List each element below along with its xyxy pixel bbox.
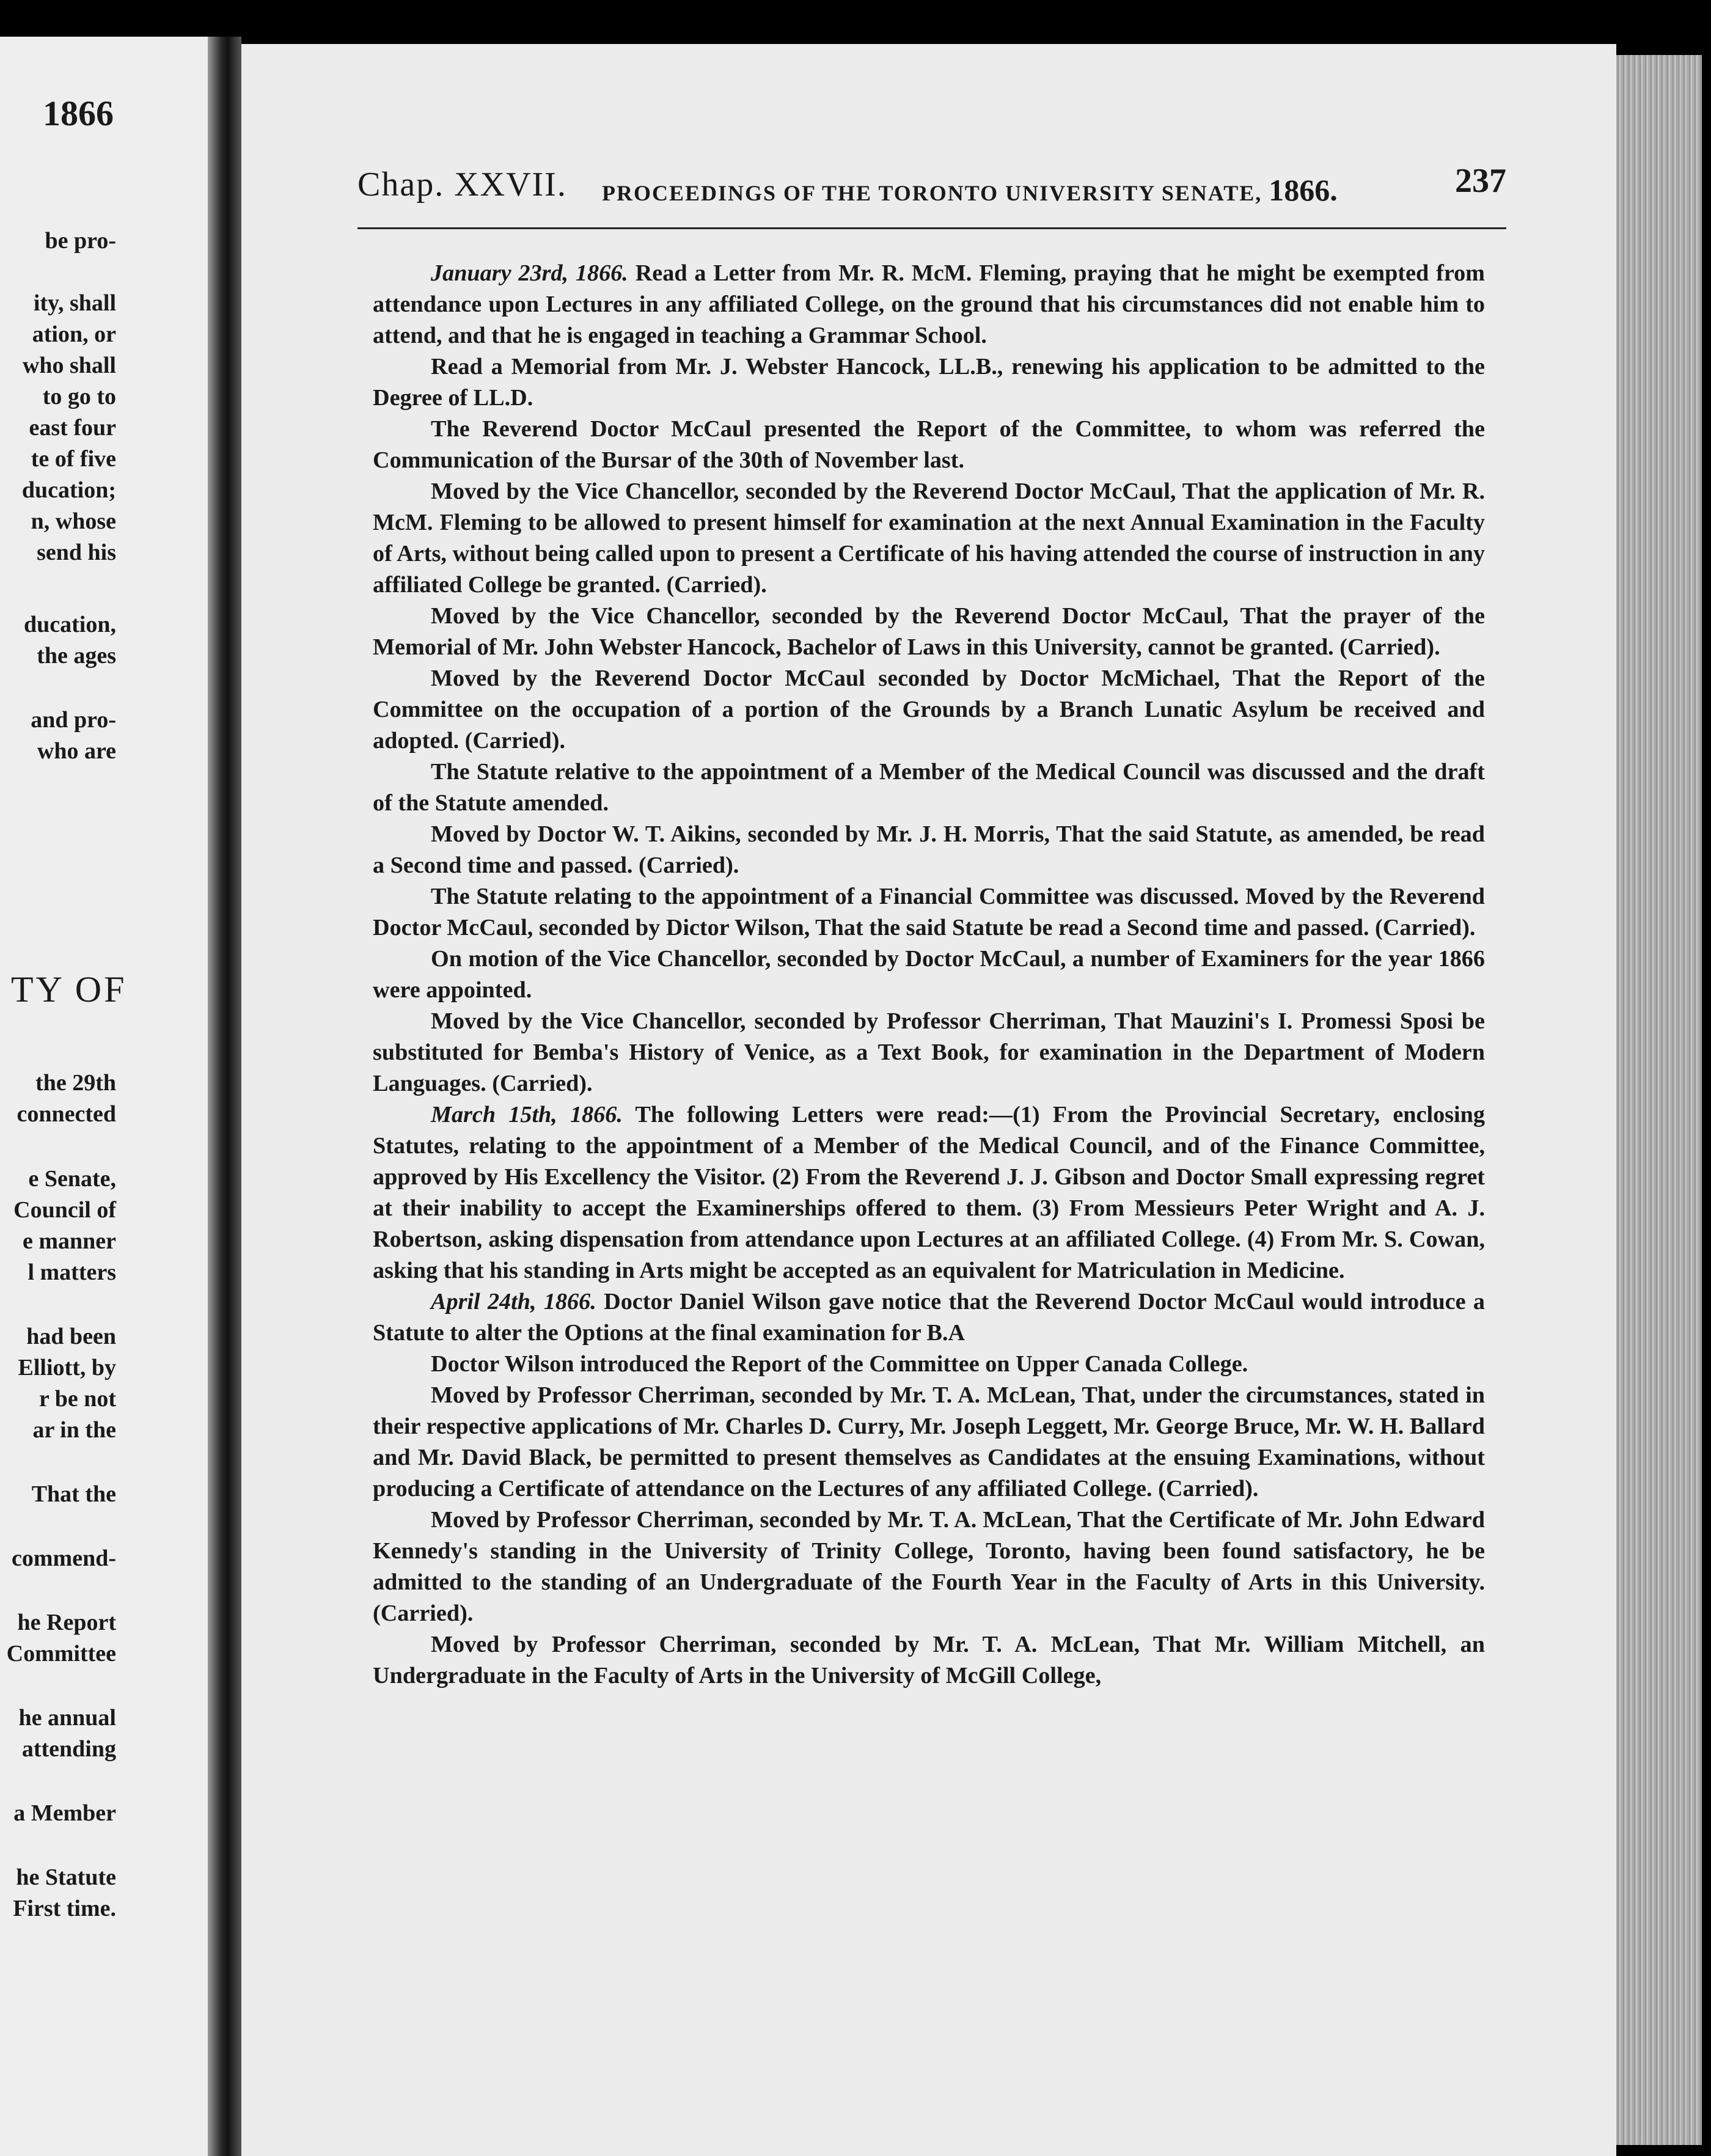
left-text-fragment: Council of: [13, 1197, 116, 1223]
paragraph-text: The Statute relative to the appointment of a Member of the Medical Council was discussed and the draft of the Statute amended.: [373, 759, 1485, 816]
paragraph-text: Moved by the Vice Chancellor, seconded by the Reverend Doctor McCaul, That the prayer of the Memorial of Mr. John Webster Hancock, Bachelor of Laws in this University, cannot be granted. (Carried).: [373, 603, 1485, 660]
left-text-fragment: connected: [16, 1101, 116, 1127]
paragraph: [373, 1380, 1485, 1505]
left-text-fragment: ducation,: [24, 612, 116, 637]
left-text-fragment: to go to: [42, 384, 116, 409]
left-facing-page: [0, 37, 208, 2156]
paragraph: [373, 1505, 1485, 1629]
paragraph: [373, 1349, 1485, 1380]
paragraph-text: Read a Letter from Mr. R. McM. Fleming, praying that he might be exempted from attendance upon Lectures in any affiliated College, on the ground that his circumstances did not enable him to attend, and that he is engaged in teaching a Grammar School.: [373, 260, 1485, 348]
paragraph-text: Moved by the Vice Chancellor, seconded by the Reverend Doctor McCaul, That the application of Mr. R. McM. Fleming to be allowed to present himself for examination at the next Annual Examination in the Faculty of Arts, without being called upon to present a Certificate of his having attended the course of instruction in any affiliated College be granted. (Carried).: [373, 479, 1485, 598]
left-text-fragment: e Senate,: [28, 1166, 116, 1192]
left-text-fragment: commend-: [12, 1546, 116, 1571]
book-gutter: [208, 37, 241, 2156]
main-page: [241, 44, 1616, 2156]
left-text-fragment: east four: [29, 415, 116, 441]
paragraph: [373, 258, 1485, 351]
header-rule: [357, 227, 1506, 229]
left-text-fragment: he Statute: [16, 1865, 116, 1890]
page-edges: [1616, 55, 1702, 2145]
paragraph-text: The Statute relating to the appointment of a Financial Committee was discussed. Moved by the Reverend Doctor McCaul, seconded by Dictor Wilson, That the said Statute be read a Second time and passed. (Carried).: [373, 884, 1485, 941]
left-text-fragment: ation, or: [32, 321, 116, 347]
left-text-fragment: ar in the: [32, 1417, 116, 1443]
left-heading-fragment: TY OF: [11, 969, 127, 1010]
chapter-label: Chap. XXVII.: [357, 166, 567, 204]
left-text-fragment: l matters: [27, 1260, 116, 1285]
entry-date: March 15th, 1866.: [431, 1102, 623, 1128]
running-header: [357, 154, 1506, 209]
left-text-fragment: Committee: [6, 1641, 116, 1667]
body-text: [373, 258, 1485, 1692]
paragraph: [373, 663, 1485, 757]
entry-date: January 23rd, 1866.: [431, 260, 628, 286]
left-text-fragment: send his: [37, 540, 116, 565]
paragraph-text: Moved by Professor Cherriman, seconded by Mr. T. A. McLean, That the Certificate of Mr. John Edward Kennedy's standing in the University of Trinity College, Toronto, having been found satisfactory, he be admitted to the standing of an Undergraduate of the Fourth Year in the Faculty of Arts in this University. (Carried).: [373, 1507, 1485, 1626]
paragraph: [373, 351, 1485, 414]
paragraph: [373, 819, 1485, 881]
left-text-fragment: ity, shall: [33, 290, 116, 316]
left-text-fragment: e manner: [22, 1228, 116, 1254]
left-text-fragment: First time.: [13, 1896, 116, 1921]
left-text-fragment: who are: [37, 738, 116, 764]
left-text-fragment: he annual: [18, 1705, 116, 1731]
page-number: 237: [1455, 162, 1506, 200]
paragraph: [373, 944, 1485, 1006]
paragraph: [373, 601, 1485, 663]
paragraph-text: Doctor Daniel Wilson gave notice that the Reverend Doctor McCaul would introduce a Statute to alter the Options at the final examination for B.A: [373, 1289, 1485, 1346]
paragraph: [373, 757, 1485, 819]
paragraph: [373, 414, 1485, 476]
header-title-text: PROCEEDINGS OF THE TORONTO UNIVERSITY SENATE,: [602, 181, 1262, 205]
left-text-fragment: r be not: [39, 1386, 116, 1412]
paragraph: [373, 1099, 1485, 1286]
paragraph: [373, 881, 1485, 944]
left-text-fragment: he Report: [17, 1610, 116, 1635]
left-text-fragment: ducation;: [21, 477, 116, 503]
paragraph-text: On motion of the Vice Chancellor, seconded by Doctor McCaul, a number of Examiners for the year 1866 were appointed.: [373, 946, 1485, 1003]
left-text-fragment: a Member: [13, 1800, 116, 1826]
header-title: [602, 172, 1338, 208]
left-text-fragment: who shall: [22, 353, 116, 378]
paragraph-text: Moved by Professor Cherriman, seconded by Mr. T. A. McLean, That, under the circumstances, stated in their respective applications of Mr. Charles D. Curry, Mr. Joseph Leggett, Mr. George Bruce, Mr. W. H. Ballard and Mr. David Black, be permitted to present themselves as Candidates at the ensuing Examinations, without producing a Certificate of attendance on the Lectures of any affiliated College. (Carried).: [373, 1382, 1485, 1502]
paragraph-text: Moved by the Reverend Doctor McCaul seconded by Doctor McMichael, That the Report of the Committee on the occupation of a portion of the Grounds by a Branch Lunatic Asylum be received and adopted. (Carried).: [373, 666, 1485, 754]
paragraph-text: The Reverend Doctor McCaul presented the Report of the Committee, to whom was referred the Communication of the Bursar of the 30th of November last.: [373, 416, 1485, 473]
paragraph-text: Moved by Doctor W. T. Aikins, seconded by Mr. J. H. Morris, That the said Statute, as amended, be read a Second time and passed. (Carried).: [373, 821, 1485, 878]
left-text-fragment: n, whose: [31, 508, 116, 534]
left-text-fragment: the ages: [37, 643, 116, 669]
paragraph: [373, 476, 1485, 601]
left-text-fragment: had been: [26, 1324, 116, 1349]
left-page-folio: 1866: [43, 94, 114, 133]
paragraph-text: Doctor Wilson introduced the Report of the Committee on Upper Canada College.: [431, 1351, 1248, 1377]
paragraph: [373, 1629, 1485, 1692]
paragraph-text: Read a Memorial from Mr. J. Webster Hancock, LL.B., renewing his application to be admitted to the Degree of LL.D.: [373, 354, 1485, 411]
paragraph-text: Moved by Professor Cherriman, seconded by Mr. T. A. McLean, That Mr. William Mitchell, an Undergraduate in the Faculty of Arts in the University of McGill College,: [373, 1632, 1485, 1689]
paragraph-text: Moved by the Vice Chancellor, seconded by Professor Cherriman, That Mauzini's I. Promessi Sposi be substituted for Bemba's History of Venice, as a Text Book, for examination in the Department of Modern Languages. (Carried).: [373, 1008, 1485, 1096]
left-text-fragment: te of five: [31, 446, 116, 472]
left-text-fragment: Elliott, by: [18, 1355, 116, 1380]
left-text-fragment: and pro-: [31, 707, 116, 733]
header-year: 1866.: [1269, 173, 1338, 207]
left-text-fragment: attending: [21, 1736, 116, 1762]
entry-date: April 24th, 1866.: [431, 1289, 596, 1314]
paragraph-text: The following Letters were read:—(1) From the Provincial Secretary, enclosing Statutes, relating to the appointment of a Member of the Medical Council, and of the Finance Committee, approved by His Excellency the Visitor. (2) From the Reverend J. J. Gibson and Doctor Small expressing regret at their inability to accept the Examinerships offered to them. (3) From Messieurs Peter Wright and A. J. Robertson, asking dispensation from attendance upon Lectures at an affiliated College. (4) From Mr. S. Cowan, asking that his standing in Arts might be accepted as an equivalent for Matriculation in Medicine.: [373, 1102, 1485, 1283]
left-text-fragment: That the: [31, 1481, 116, 1507]
paragraph: [373, 1006, 1485, 1099]
paragraph: [373, 1286, 1485, 1349]
left-text-fragment: the 29th: [35, 1070, 116, 1096]
left-text-fragment: be pro-: [45, 228, 116, 254]
